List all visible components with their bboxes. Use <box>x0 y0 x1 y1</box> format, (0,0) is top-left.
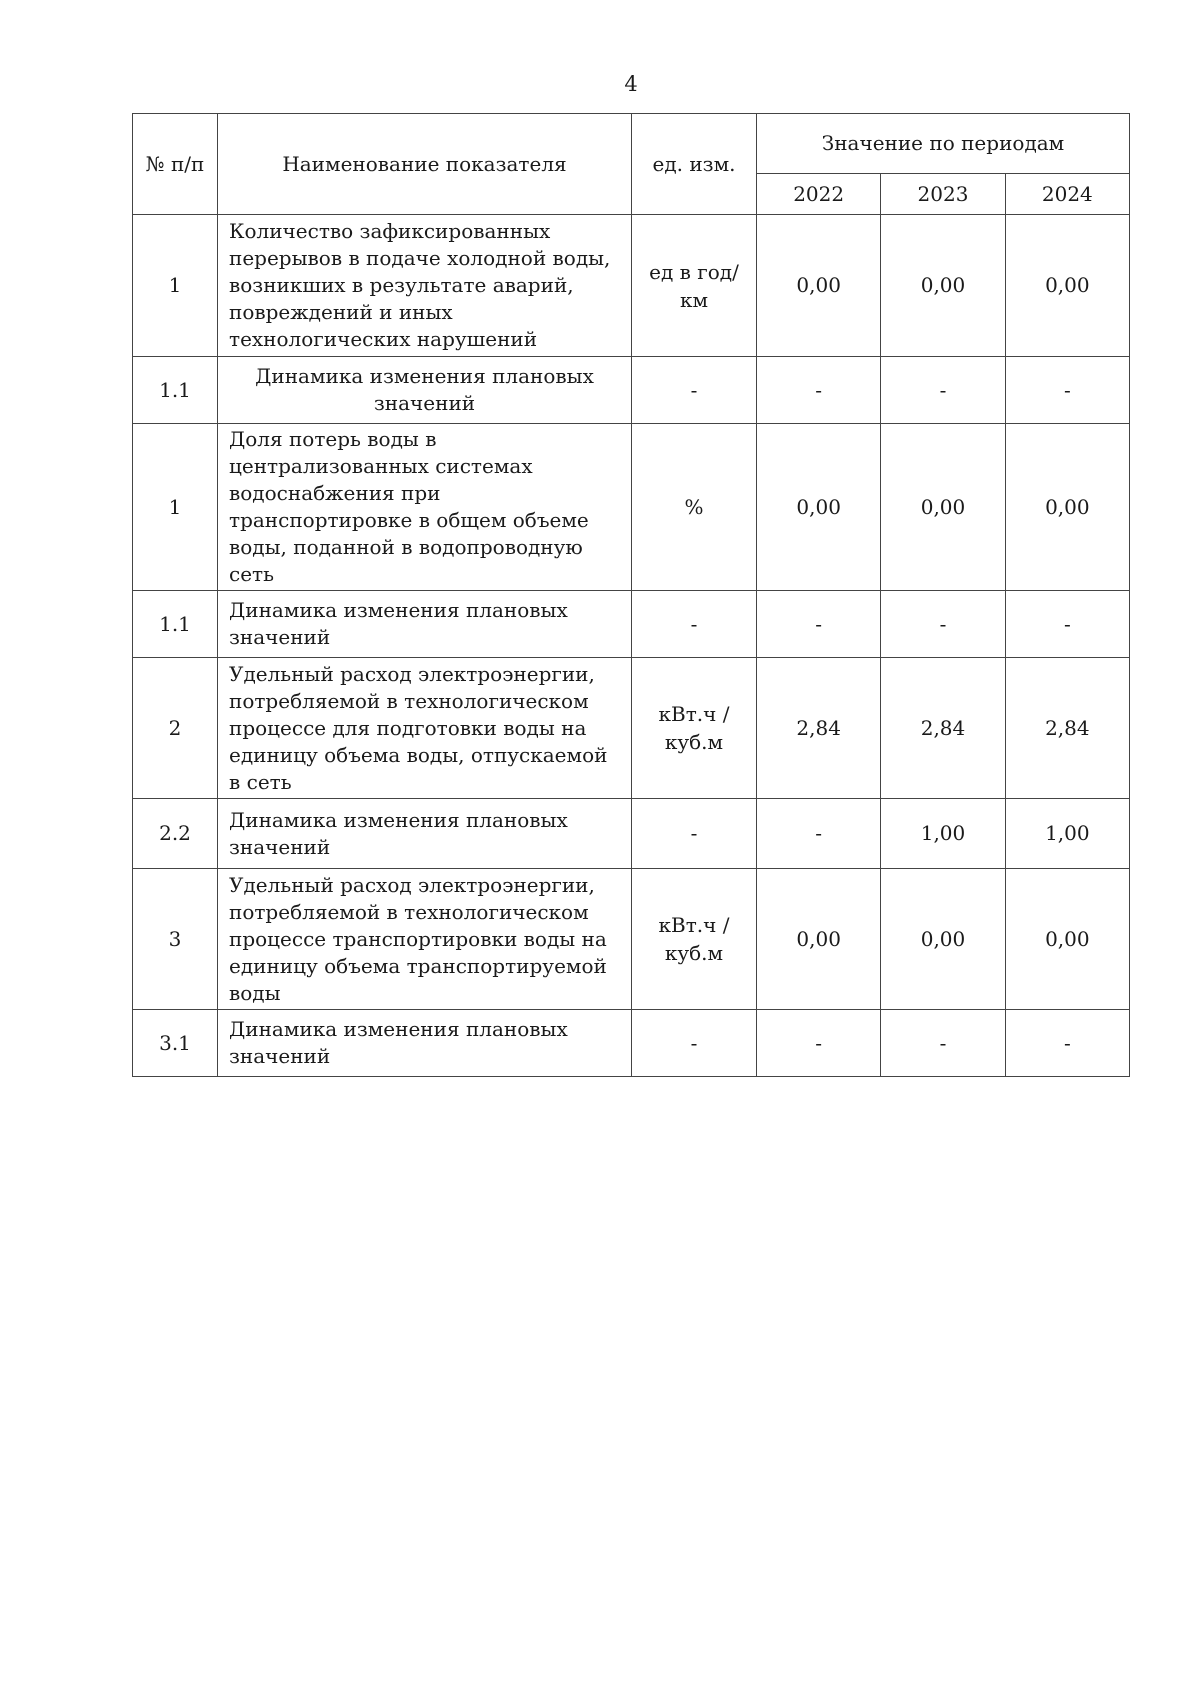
header-unit: ед. изм. <box>632 114 757 215</box>
row-indicator-name: Динамика изменения плановых значений <box>218 799 632 869</box>
row-value-2024: - <box>1005 591 1129 658</box>
row-unit: - <box>632 591 757 658</box>
row-unit: % <box>632 424 757 591</box>
row-value-2024: 1,00 <box>1005 799 1129 869</box>
table-row <box>133 424 1130 591</box>
row-value-2024: 0,00 <box>1005 869 1129 1010</box>
row-indicator-name: Динамика изменения плановых значений <box>218 1010 632 1077</box>
header-year-2022: 2022 <box>757 174 881 215</box>
row-unit: кВт.ч / куб.м <box>632 658 757 799</box>
table-row <box>133 215 1130 357</box>
row-num: 2 <box>133 658 218 799</box>
table-header <box>133 114 1130 215</box>
header-year-2023: 2023 <box>881 174 1005 215</box>
row-value-2022: 2,84 <box>757 658 881 799</box>
header-row-top <box>133 114 1130 174</box>
row-value-2022: - <box>757 799 881 869</box>
row-indicator-name: Доля потерь воды в централизованных системах водоснабжения при транспортировке в общем объеме воды, поданной в водопроводную сеть <box>218 424 632 591</box>
row-unit: - <box>632 1010 757 1077</box>
row-num: 1 <box>133 424 218 591</box>
row-value-2023: - <box>881 591 1005 658</box>
row-value-2022: 0,00 <box>757 869 881 1010</box>
row-num: 1.1 <box>133 591 218 658</box>
table-row <box>133 1010 1130 1077</box>
row-unit: ед в год/ км <box>632 215 757 357</box>
row-value-2024: 0,00 <box>1005 424 1129 591</box>
row-indicator-name: Динамика изменения плановых значений <box>218 591 632 658</box>
row-unit: - <box>632 357 757 424</box>
row-value-2022: 0,00 <box>757 424 881 591</box>
header-period-group: Значение по периодам <box>757 114 1130 174</box>
table-row <box>133 591 1130 658</box>
header-num: № п/п <box>133 114 218 215</box>
row-value-2024: - <box>1005 1010 1129 1077</box>
row-indicator-name: Динамика изменения плановых значений <box>218 357 632 424</box>
table-body <box>133 215 1130 1077</box>
row-value-2022: 0,00 <box>757 215 881 357</box>
indicators-table <box>132 113 1130 1077</box>
table-row <box>133 658 1130 799</box>
row-value-2024: 0,00 <box>1005 215 1129 357</box>
header-name: Наименование показателя <box>218 114 632 215</box>
row-num: 2.2 <box>133 799 218 869</box>
row-num: 3.1 <box>133 1010 218 1077</box>
row-value-2023: - <box>881 357 1005 424</box>
row-value-2022: - <box>757 1010 881 1077</box>
table-row <box>133 869 1130 1010</box>
row-indicator-name: Количество зафиксированных перерывов в подаче холодной воды, возникших в результате аварий, повреждений и иных технологических нарушений <box>218 215 632 357</box>
page-number: 4 <box>624 72 638 96</box>
row-value-2024: 2,84 <box>1005 658 1129 799</box>
table-row <box>133 357 1130 424</box>
row-value-2023: 0,00 <box>881 869 1005 1010</box>
row-value-2022: - <box>757 591 881 658</box>
row-value-2022: - <box>757 357 881 424</box>
table-row <box>133 799 1130 869</box>
row-unit: кВт.ч / куб.м <box>632 869 757 1010</box>
row-value-2023: 0,00 <box>881 424 1005 591</box>
row-num: 1 <box>133 215 218 357</box>
row-value-2023: 0,00 <box>881 215 1005 357</box>
row-num: 1.1 <box>133 357 218 424</box>
row-num: 3 <box>133 869 218 1010</box>
header-year-2024: 2024 <box>1005 174 1129 215</box>
row-value-2023: 1,00 <box>881 799 1005 869</box>
row-value-2023: 2,84 <box>881 658 1005 799</box>
row-value-2024: - <box>1005 357 1129 424</box>
row-value-2023: - <box>881 1010 1005 1077</box>
row-unit: - <box>632 799 757 869</box>
row-indicator-name: Удельный расход электроэнергии, потребляемой в технологическом процессе транспортировки воды на единицу объема транспортируемой воды <box>218 869 632 1010</box>
row-indicator-name: Удельный расход электроэнергии, потребляемой в технологическом процессе для подготовки воды на единицу объема воды, отпускаемой в сеть <box>218 658 632 799</box>
